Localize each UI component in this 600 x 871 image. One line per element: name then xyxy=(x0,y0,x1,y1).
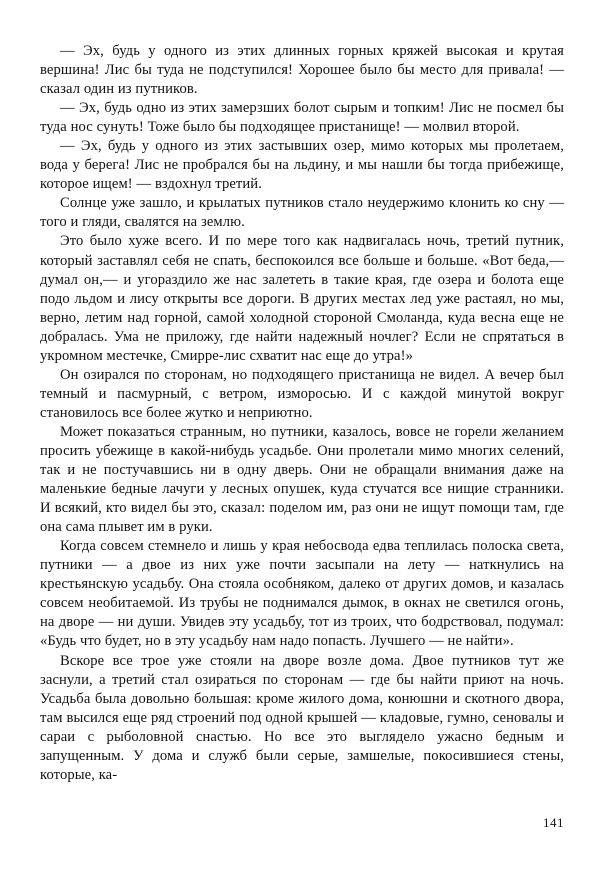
paragraph: Это было хуже всего. И по мере того как надвигалась ночь, третий путник, который заставлял себя не спать, беспокоился все больше и больше. «Вот беда,— думал он,— и угораздило же нас залететь в такие края, где озера и болота еще подо льдом и лису открыты все дороги. В других местах лед уже растаял, но мы, верно, летим над горной, самой холодной стороной Смоланда, куда весна еще не добралась. Ума не приложу, где найти надежный ночлег? Если не спрятаться в укромном местечке, Смирре-лис схватит нас еще до утра!» xyxy=(40,233,564,364)
paragraph: — Эх, будь у одного из этих застывших озер, мимо которых мы пролетаем, вода у берега! Лис не пробрался бы на льдину, и мы нашли бы тогда прибежище, которое ищем! — вздохнул третий. xyxy=(40,138,564,193)
page-number: 141 xyxy=(543,815,564,830)
paragraph: Он озирался по сторонам, но подходящего пристанища не видел. А вечер был темный и пасмурный, с ветром, изморосью. И с каждой минутой вокруг становилось все более жутко и неприютно. xyxy=(40,366,564,421)
paragraph: Вскоре все трое уже стояли на дворе возле дома. Двое путников тут же заснули, а третий стал озираться по сторонам — где бы найти приют на ночь. Усадьба была довольно большая: кроме жилого дома, конюшни и скотного двора, там высился еще ряд строений под одной крышей — кладовые, гумно, сеновалы и сараи с рыболовной снастью. Но все это выглядело ужасно бедным и запущенным. У дома и служб были серые, замшелые, покосившиеся стены, которые, ка- xyxy=(40,652,564,783)
body-text xyxy=(40,42,564,785)
paragraph: Солнце уже зашло, и крылатых путников стало неудержимо клонить ко сну — того и гляди, свалятся на землю. xyxy=(40,195,564,231)
paragraph: Может показаться странным, но путники, казалось, вовсе не горели желанием просить убежище в какой-нибудь усадьбе. Они пролетали мимо многих селений, так и не постучавшись ни в одну дверь. Они не обращали внимания даже на маленькие бедные лачуги у лесных опушек, куда стучатся все нищие странники. И всякий, кто видел бы это, сказал: поделом им, раз они не ищут помощи там, где она сама плывет им в руки. xyxy=(40,423,564,536)
paragraph: Когда совсем стемнело и лишь у края небосвода едва теплилась полоска света, путники — а двое из них уже почти засыпали на лету — наткнулись на крестьянскую усадьбу. Она стояла особняком, далеко от других домов, и казалась совсем необитаемой. Из трубы не поднимался дымок, в окнах не светился огонь, на дворе — ни души. Увидев эту усадьбу, тот из троих, что бодрствовал, подумал: «Будь что будет, но в эту усадьбу нам надо попасть. Лучшего — не найти». xyxy=(40,538,564,650)
paragraph: — Эх, будь у одного из этих длинных горных кряжей высокая и крутая вершина! Лис бы туда не подступился! Хорошее было бы место для привала! — сказал один из путников. xyxy=(40,43,564,98)
paragraph: — Эх, будь одно из этих замерзших болот сырым и топким! Лис не посмел бы туда нос сунуть! Тоже было бы подходящее пристанище! — молвил второй. xyxy=(40,100,564,136)
